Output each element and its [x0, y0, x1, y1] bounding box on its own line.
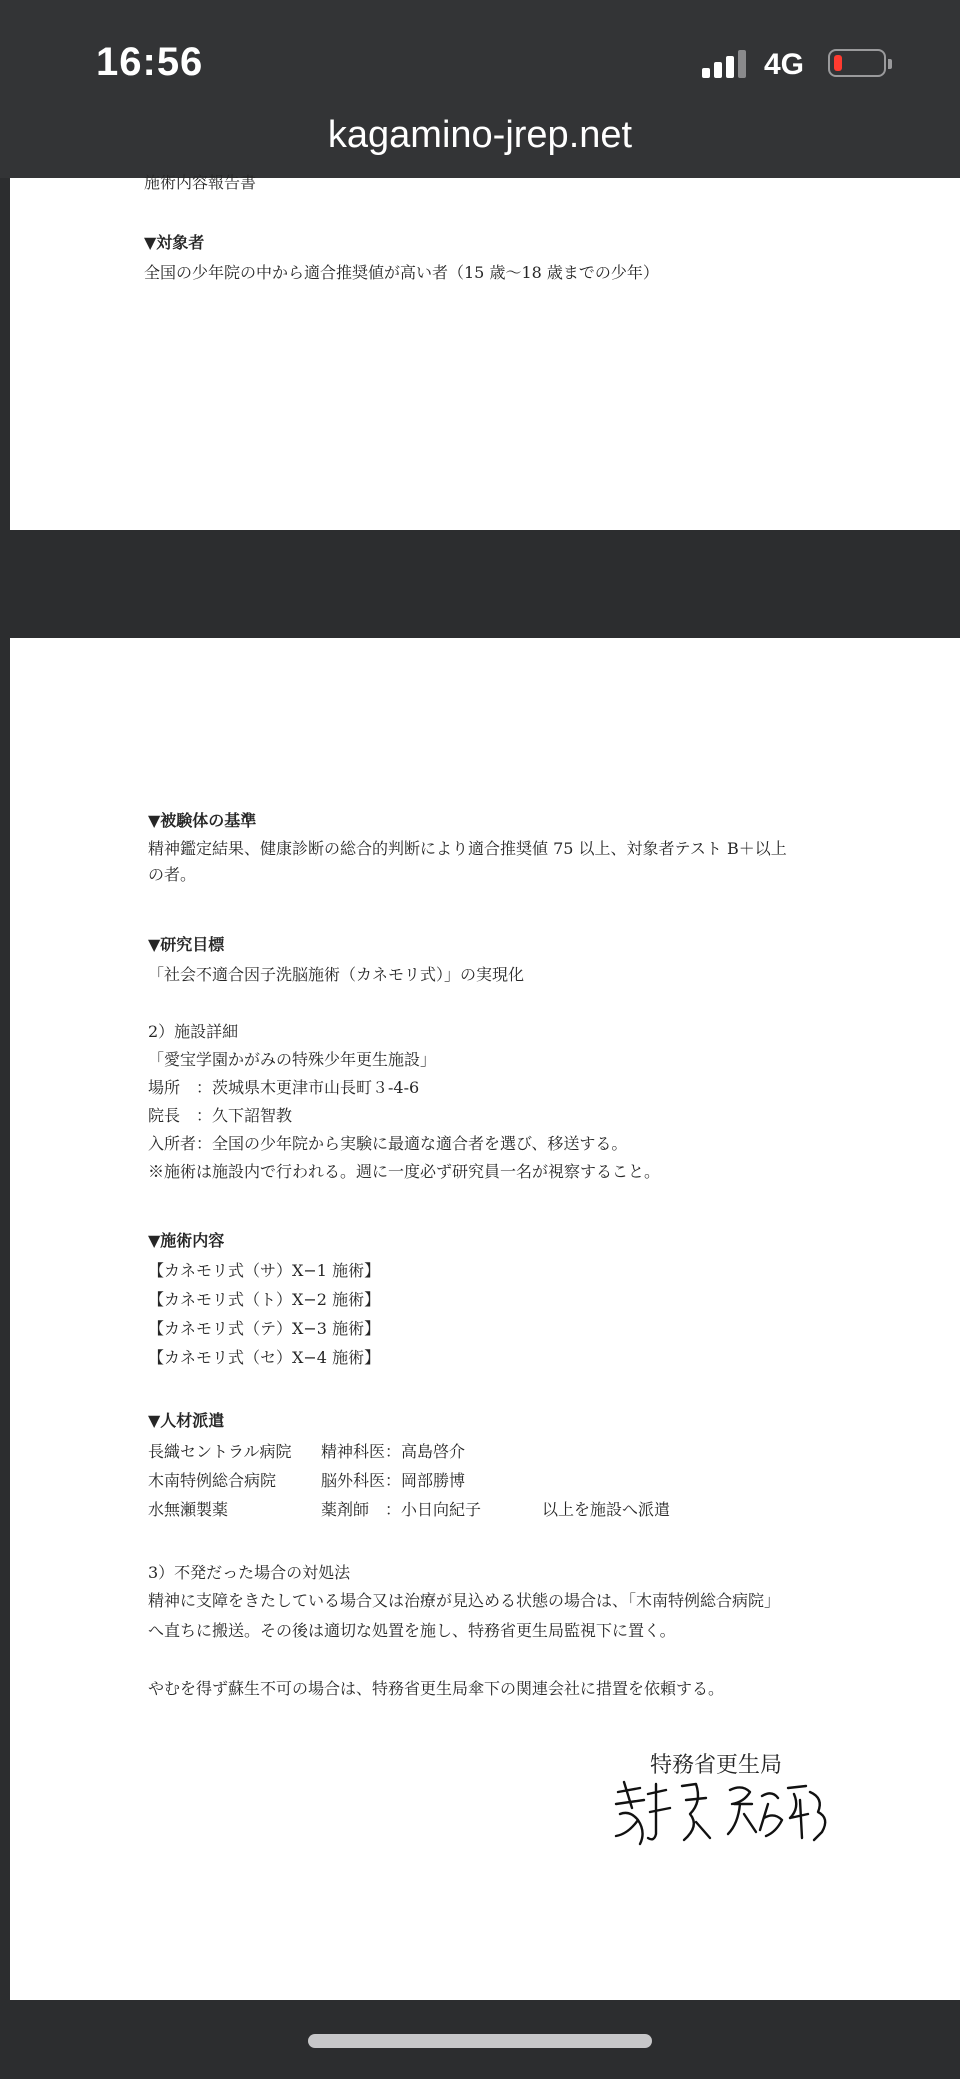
facility-note: ※施術は施設内で行われる。週に一度必ず研究員一名が視察すること。 [148, 1162, 661, 1181]
goal-text: 「社会不適合因子洗脳施術（カネモリ式）」の実現化 [148, 965, 525, 984]
staff-role: 薬剤師 ：小日向紀子 [321, 1500, 482, 1519]
criteria-line-2: の者。 [148, 865, 197, 884]
goal-heading: ▼研究目標 [148, 935, 225, 954]
facility-location: 場所 ：茨城県木更津市山長町３-4-6 [148, 1078, 420, 1097]
final-text: やむを得ず蘇生不可の場合は、特務省更生局傘下の関連会社に措置を依頼する。 [148, 1679, 725, 1698]
report-title-cut: 施術内容報告書 [144, 173, 257, 192]
failure-line-2: へ直ちに搬送。その後は適切な処置を施し、特務省更生局監視下に置く。 [148, 1621, 676, 1640]
document-page-2 [10, 638, 960, 2000]
criteria-heading: ▼被験体の基準 [148, 811, 257, 830]
staff-org: 木南特例総合病院 [148, 1471, 277, 1490]
address-bar[interactable] [0, 110, 960, 178]
issuer: 特務省更生局 [650, 1753, 783, 1778]
staff-role: 脳外科医：岡部勝博 [321, 1471, 466, 1490]
procedure-item: 【カネモリ式（サ）X−1 施術】 [148, 1261, 381, 1280]
target-heading: ▼対象者 [144, 233, 205, 252]
procedure-item: 【カネモリ式（テ）X−3 施術】 [148, 1319, 381, 1338]
procedure-item: 【カネモリ式（ト）X−2 施術】 [148, 1290, 381, 1309]
url-text: kagamino-jrep.net [327, 114, 633, 156]
signal-icon [702, 50, 752, 78]
staff-note: 以上を施設へ派遣 [542, 1500, 671, 1519]
procedure-heading: ▼施術内容 [148, 1231, 225, 1250]
facility-heading: 2）施設詳細 [148, 1022, 239, 1041]
failure-heading: 3）不発だった場合の対処法 [148, 1563, 351, 1582]
home-indicator[interactable] [308, 2034, 652, 2048]
target-text: 全国の少年院の中から適合推奨値が高い者（15 歳〜18 歳までの少年） [144, 263, 659, 282]
facility-name: 「愛宝学園かがみの特殊少年更生施設」 [148, 1050, 437, 1069]
network-type: 4G [764, 48, 805, 81]
staff-org: 水無瀬製薬 [148, 1500, 229, 1519]
procedure-item: 【カネモリ式（セ）X−4 施術】 [148, 1348, 381, 1367]
document-page-1 [10, 173, 960, 530]
status-bar [0, 0, 960, 110]
clock: 16:56 [96, 40, 204, 84]
staff-org: 長織セントラル病院 [148, 1442, 292, 1461]
facility-admission: 入所者：全国の少年院から実験に最適な適合者を選び、移送する。 [148, 1134, 628, 1153]
signature [610, 1774, 840, 1854]
failure-line-1: 精神に支障をきたしている場合又は治療が見込める状態の場合は、「木南特例総合病院」 [148, 1591, 781, 1610]
criteria-line-1: 精神鑑定結果、健康診断の総合的判断により適合推奨値 75 以上、対象者テスト B＋以上 [148, 839, 787, 858]
battery-icon [828, 49, 886, 77]
staff-heading: ▼人材派遣 [148, 1411, 225, 1430]
staff-role: 精神科医：高島啓介 [321, 1442, 466, 1461]
facility-director: 院長 ：久下詔智教 [148, 1106, 293, 1125]
